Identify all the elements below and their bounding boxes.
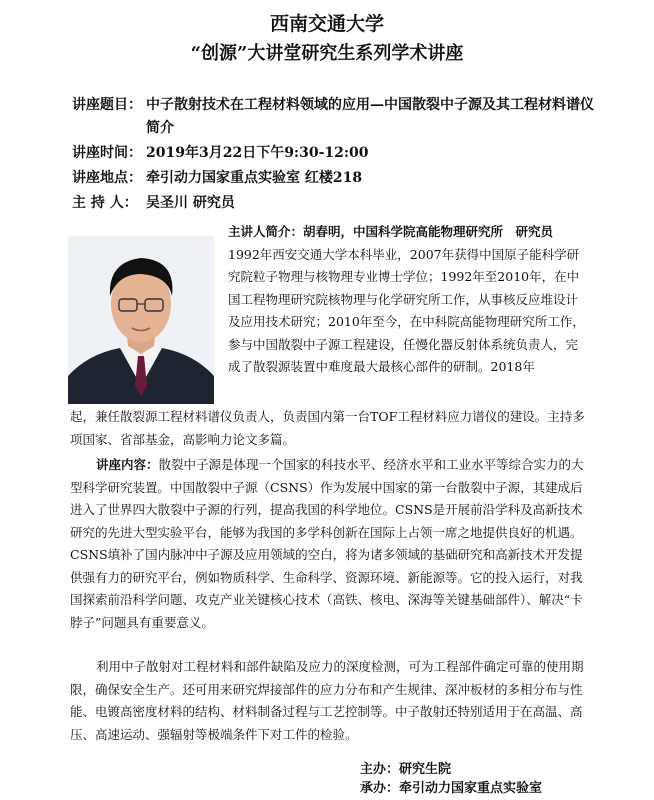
- content-text: 散裂中子源是体现一个国家的科技水平、经济水平和工业水平等综合实力的大型科学研究装置。中国散裂中子源（CSNS）作为发展中国家的第一台散裂中子源，其建成后进入了世界四大散裂中子源的行列，提高我国的科学地位。CSNS是开展前沿学科及高新技术研究的先进大型实验平台，能够为我国的多学科创新在国际上占领一席之地提供良好的机遇。CSNS填补了国内脉冲中子源及应用领域的空白，将为诸多领域的基础研究和高新技术开发提供强有力的研究平台，例如物质科学、生命科学、资源环境、新能源等。它的投入运行，对我国探索前沿科学问题、攻克产业关键核心技术（高铁、核电、深海等关键基础部件）、解决“卡脖子”问题具有重要意义。: [70, 457, 584, 630]
- bio-label: 主讲人简介：: [228, 224, 304, 239]
- host-label: 主 持 人：: [72, 195, 138, 211]
- time-label: 讲座时间：: [72, 145, 142, 161]
- place-label: 讲座地点：: [72, 170, 142, 186]
- speaker-bio-continued: 起，兼任散裂源工程材料谱仪负责人，负责国内第一台TOF工程材料应力谱仪的建设。主持多项国家、省部基金，高影响力论文多篇。: [70, 409, 585, 447]
- university-title: 西南交通大学: [269, 13, 384, 35]
- lecture-series-title: “创源”大讲堂研究生系列学术讲座: [190, 43, 464, 64]
- place-row: [72, 167, 602, 190]
- speaker-photo: [68, 236, 214, 404]
- bio-lead: 胡春明，中国科学院高能物理研究所 研究员: [303, 224, 554, 239]
- topic-label: 讲座题目：: [72, 97, 142, 113]
- speaker-bio: [228, 221, 586, 379]
- time-value: 2019年3月22日下午9:30-12:00: [146, 145, 369, 161]
- host-value: 吴圣川 研究员: [146, 195, 235, 211]
- time-row: [72, 142, 602, 165]
- topic-row: [72, 94, 602, 140]
- poster-header: [0, 10, 654, 68]
- topic-value: 中子散射技术在工程材料领域的应用—中国散裂中子源及其工程材料谱仪简介: [146, 97, 594, 136]
- place-value: 牵引动力国家重点实验室 红楼218: [146, 170, 363, 186]
- lecture-info: [72, 94, 602, 217]
- lecture-content-paragraph-2: 利用中子散射对工程材料和部件缺陷及应力的深度检测，可为工程部件确定可靠的使用期限，确保安全生产。还可用来研究焊接部件的应力分布和产生规律、深冲板材的多相分布与性能、电镀高密度材料的结构、材料制备过程与工艺控制等。中子散射还特别适用于在高温、高压、高速运动、强辐射等极端条件下对工件的检验。: [70, 659, 584, 742]
- co-organizer: 承办：牵引动力国家重点实验室: [360, 781, 543, 796]
- organizer: 主办：研究生院: [360, 762, 452, 777]
- host-row: [72, 192, 602, 215]
- content-label: 讲座内容：: [96, 457, 159, 472]
- speaker-portrait-icon: [68, 236, 214, 404]
- bio-text-wrapped: 1992年西安交通大学本科毕业，2007年获得中国原子能科学研究院粒子物理与核物理专业博士学位；1992年至2010年，在中国工程物理研究院核物理与化学研究所工作，从事核反应堆设计及应用技术研究；2010年至今，在中科院高能物理研究所工作，参与中国散裂中子源工程建设，任慢化器反射体系统负责人，完成了散裂源装置中难度最大最核心部件的研制。2018年: [228, 246, 585, 374]
- lecture-content: [70, 454, 586, 634]
